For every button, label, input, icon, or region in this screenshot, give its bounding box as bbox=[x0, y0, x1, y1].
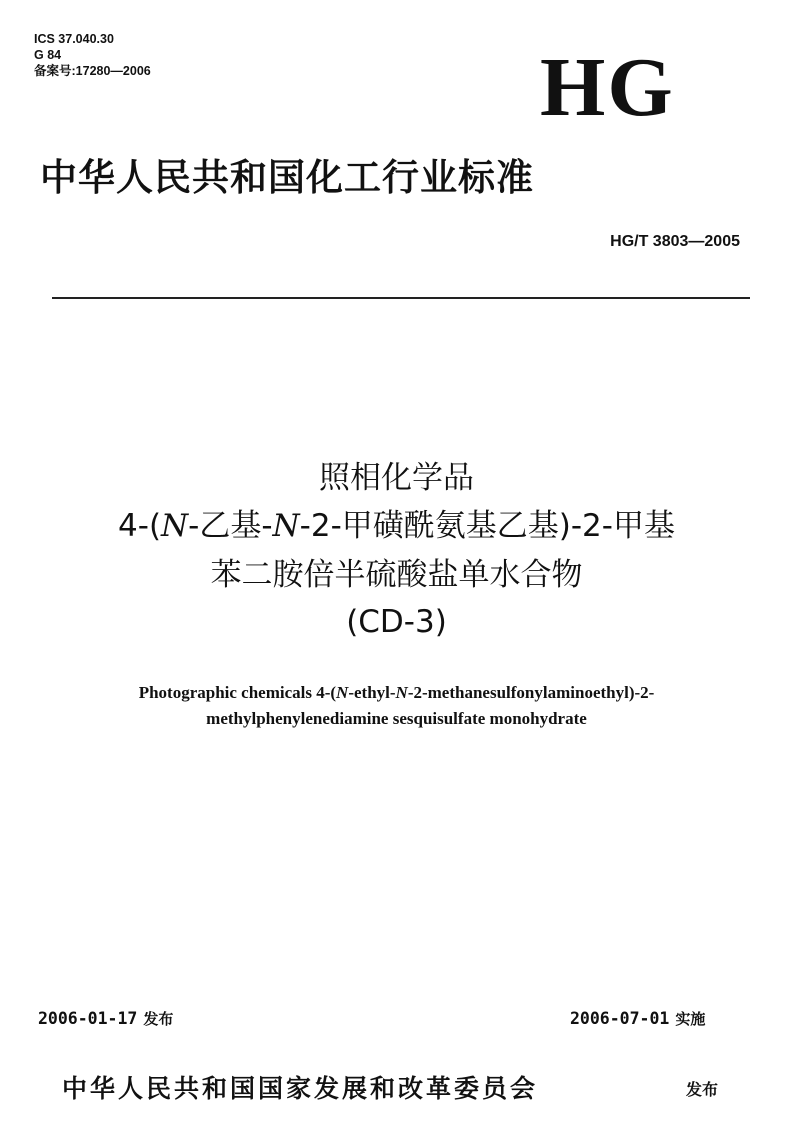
publisher-label: 发布 bbox=[686, 1080, 719, 1099]
en-title-line-1-italic-n-2: N bbox=[395, 683, 408, 702]
issue-date-line bbox=[38, 1008, 173, 1030]
en-title-line-1-part-1: Photographic chemicals 4-( bbox=[138, 683, 337, 702]
cn-title-line-4: (CD-3) bbox=[346, 604, 447, 640]
g-code: G 84 bbox=[34, 48, 62, 62]
cn-title-line-2 bbox=[20, 506, 773, 546]
ics-code: ICS 37.040.30 bbox=[34, 32, 114, 46]
en-title-line-2: methylphenylenediamine sesquisulfate monohydrate bbox=[206, 709, 587, 728]
record-number: 备案号:17280—2006 bbox=[34, 64, 151, 78]
publisher-name: 中华人民共和国国家发展和改革委员会 bbox=[62, 1074, 539, 1103]
standard-number: HG/T 3803—2005 bbox=[610, 233, 740, 250]
cn-title-line-2-part-1: 4-( bbox=[118, 508, 162, 544]
cn-title-line-2-part-2: -乙基- bbox=[188, 508, 273, 544]
cn-title-line-3: 苯二胺倍半硫酸盐单水合物 bbox=[210, 557, 583, 593]
en-title-line-1-part-3: -2-methanesulfonylaminoethyl)-2- bbox=[407, 683, 655, 702]
issue-date: 2006-01-17 bbox=[38, 1009, 138, 1028]
implement-date-line bbox=[570, 1008, 705, 1030]
header-divider bbox=[52, 297, 750, 299]
issue-label: 发布 bbox=[143, 1010, 174, 1028]
cn-title-line-2-part-3: -2-甲磺酰氨基乙基)-2-甲基 bbox=[299, 508, 675, 544]
en-title-line-1-italic-n-1: N bbox=[336, 683, 349, 702]
implement-label: 实施 bbox=[675, 1010, 706, 1028]
en-title-line-1 bbox=[20, 682, 773, 704]
cn-title-line-1: 照相化学品 bbox=[319, 460, 474, 496]
cn-title-line-2-italic-n-2: N bbox=[272, 508, 300, 544]
en-title-line-1-part-2: -ethyl- bbox=[348, 683, 396, 702]
hg-logo: HG bbox=[540, 41, 675, 134]
implement-date: 2006-07-01 bbox=[570, 1009, 670, 1028]
standard-title: 中华人民共和国化工行业标准 bbox=[40, 156, 534, 199]
cn-title-line-2-italic-n-1: N bbox=[161, 508, 189, 544]
